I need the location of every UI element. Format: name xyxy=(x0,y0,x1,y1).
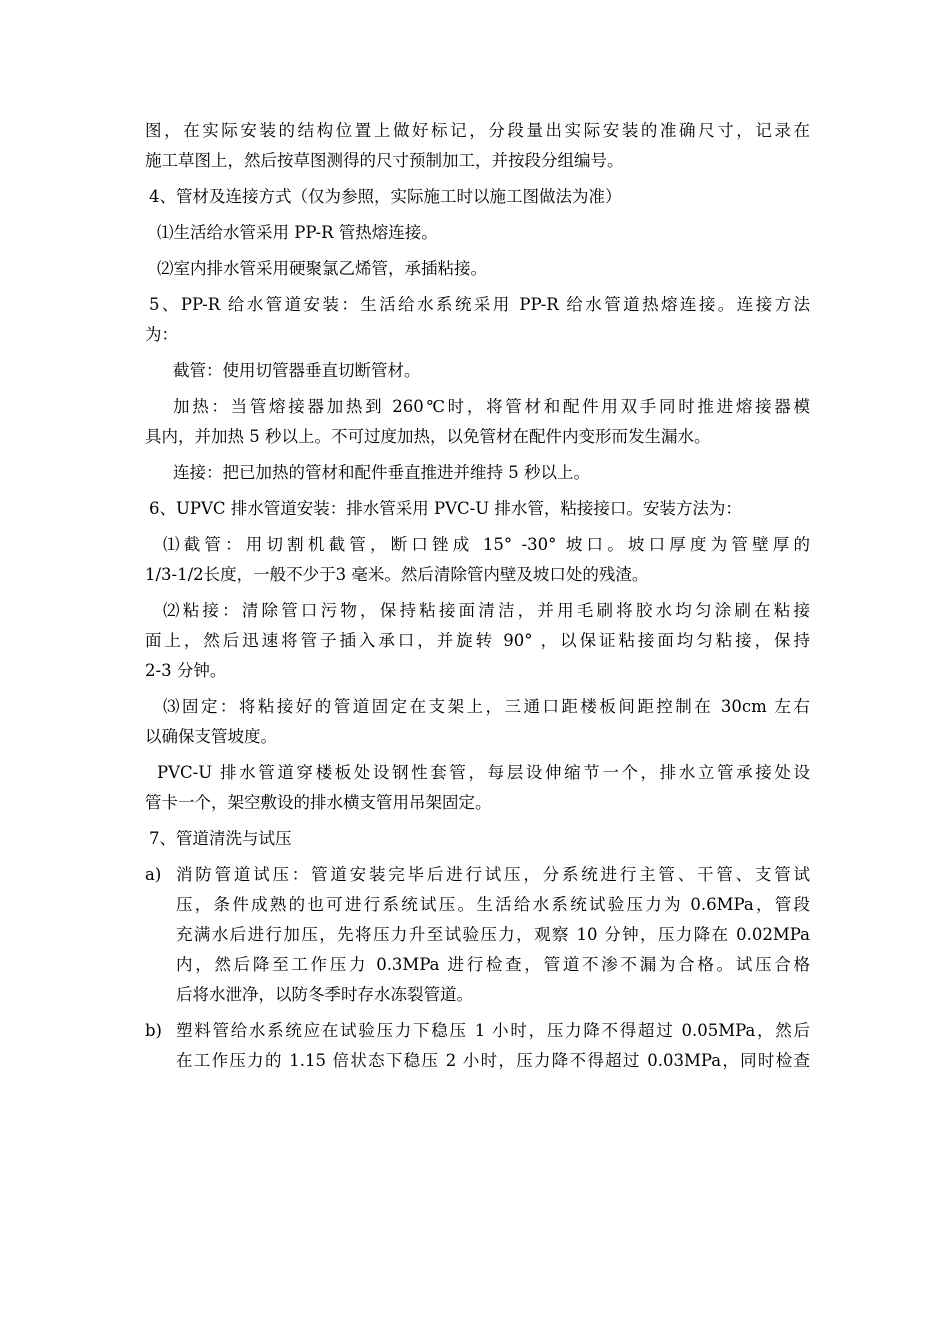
list-item-b xyxy=(145,1016,810,1076)
text-line: 施工草图上，然后按草图测得的尺寸预制加工，并按段分组编号。 xyxy=(145,151,624,170)
text-line: 塑料管给水系统应在试验压力下稳压 1 小时，压力降不得超过 0.05MPa，然后 xyxy=(176,1021,810,1040)
text-line: 具内，并加热 5 秒以上。不可过度加热，以免管材在配件内变形而发生漏水。 xyxy=(145,427,711,446)
text-line: 图，在实际安装的结构位置上做好标记，分段量出实际安装的准确尺寸，记录在 xyxy=(145,121,810,140)
text-line: 消防管道试压：管道安装完毕后进行试压，分系统进行主管、干管、支管试 xyxy=(176,865,810,884)
section-heading-6: 6、UPVC 排水管道安装：排水管采用 PVC-U 排水管，粘接接口。安装方法为： xyxy=(149,499,742,518)
list-item-a xyxy=(145,860,810,1010)
item-6-3 xyxy=(145,692,810,752)
text-line: 以确保支管坡度。 xyxy=(145,727,277,746)
section-heading-5 xyxy=(145,290,810,350)
list-marker: b) xyxy=(145,1021,162,1040)
step-join: 连接：把已加热的管材和配件垂直推进并维持 5 秒以上。 xyxy=(173,463,590,482)
item-4-2: ⑵室内排水管采用硬聚氯乙烯管，承插粘接。 xyxy=(157,259,487,278)
item-6-2 xyxy=(145,596,810,686)
text-line: 充满水后进行加压，先将压力升至试验压力，观察 10 分钟，压力降在 0.02MPa xyxy=(176,925,810,944)
text-line: 2-3 分钟。 xyxy=(145,661,227,680)
text-line: 5、PP-R 给水管道安装：生活给水系统采用 PP-R 给水管道热熔连接。连接方法 xyxy=(149,295,810,314)
section-heading-7: 7、管道清洗与试压 xyxy=(149,829,292,848)
text-line: 内，然后降至工作压力 0.3MPa 进行检查，管道不渗不漏为合格。试压合格 xyxy=(176,955,810,974)
section-heading-4: 4、管材及连接方式（仅为参照，实际施工时以施工图做法为准） xyxy=(149,187,622,206)
text-line: ⑴截管：用切割机截管，断口锉成 15° -30° 坡口。坡口厚度为管壁厚的 xyxy=(163,535,810,554)
text-line: 在工作压力的 1.15 倍状态下稳压 2 小时，压力降不得超过 0.03MPa，同时检查 xyxy=(176,1051,810,1070)
text-line: 后将水泄净，以防冬季时存水冻裂管道。 xyxy=(176,985,473,1004)
text-line: 加热：当管熔接器加热到 260℃时，将管材和配件用双手同时推进熔接器模 xyxy=(173,397,810,416)
step-heat xyxy=(145,392,810,452)
text-line: PVC-U 排水管道穿楼板处设钢性套管，每层设伸缩节一个，排水立管承接处设 xyxy=(157,763,810,782)
document-body xyxy=(145,116,810,1076)
paragraph-prefabrication xyxy=(145,116,810,176)
text-line: 1/3-1/2长度，一般不少于3 毫米。然后清除管内壁及坡口处的残渣。 xyxy=(145,565,649,584)
text-line: 面上，然后迅速将管子插入承口，并旋转 90° ，以保证粘接面均匀粘接，保持 xyxy=(145,631,810,650)
step-cut: 截管：使用切管器垂直切断管材。 xyxy=(173,361,421,380)
text-line: ⑶固定：将粘接好的管道固定在支架上，三通口距楼板间距控制在 30cm 左右 xyxy=(163,697,810,716)
text-line: ⑵粘接：清除管口污物，保持粘接面清洁，并用毛刷将胶水均匀涂刷在粘接 xyxy=(163,601,810,620)
text-line: 为： xyxy=(145,325,178,344)
text-line: 管卡一个，架空敷设的排水横支管用吊架固定。 xyxy=(145,793,492,812)
item-4-1: ⑴生活给水管采用 PP-R 管热熔连接。 xyxy=(157,223,438,242)
text-line: 压，条件成熟的也可进行系统试压。生活给水系统试验压力为 0.6MPa，管段 xyxy=(176,895,810,914)
paragraph-pvc xyxy=(145,758,810,818)
item-6-1 xyxy=(145,530,810,590)
list-marker: a) xyxy=(145,865,162,884)
